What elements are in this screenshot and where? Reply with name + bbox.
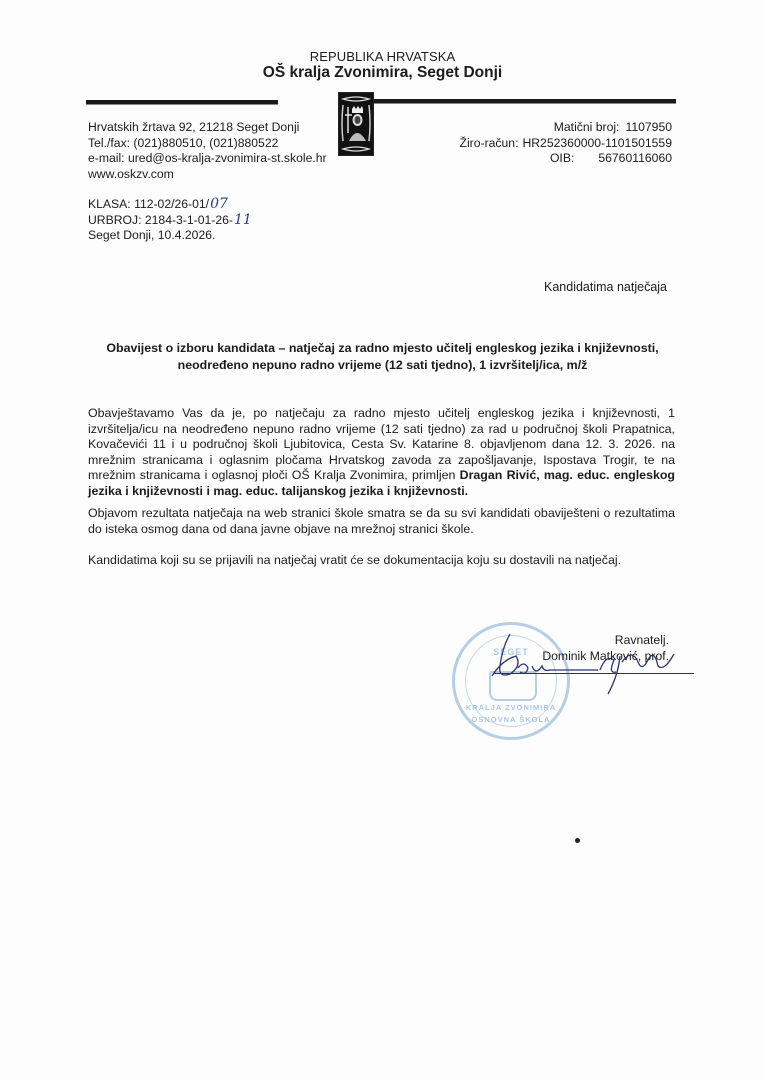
urbroj-text: URBROJ: 2184-3-1-01-26- — [88, 212, 233, 227]
subject-heading — [70, 340, 695, 373]
reference-block — [88, 197, 252, 244]
school-crest-logo — [338, 92, 374, 156]
stamp-bottom-text-2: OSNOVNA ŠKOLA — [471, 715, 551, 724]
contact-block — [88, 120, 327, 182]
address: Hrvatskih žrtava 92, 21218 Seget Donji — [88, 120, 300, 134]
body-paragraph-2: Objavom rezultata natječaja na web stranici škole smatra se da su svi kandidati obaviješteni o rezultatima do isteka osmog dana od dana javne objave na mrežnoj stranici škole. — [88, 506, 675, 536]
identifiers-block — [460, 120, 672, 167]
subject-line-1: Obavijest o izboru kandidata – natječaj za radno mjesto učitelj engleskog jezika i književnosti, — [106, 341, 659, 355]
ziro-row — [460, 136, 672, 152]
oib-row — [460, 151, 672, 167]
header-rule-left — [86, 100, 278, 105]
klasa-text: KLASA: 112-02/26-01/ — [88, 197, 210, 211]
maticni-value: 1107950 — [625, 120, 672, 134]
ziro-value: HR252360000-1101501559 — [522, 135, 672, 150]
maticni-label: Matični broj: — [553, 120, 620, 134]
phone: Tel./fax: (021)880510, (021)880522 — [88, 135, 279, 150]
signatory-name: Dominik Matković, prof. — [542, 649, 669, 663]
website[interactable]: www.oskzv.com — [88, 166, 174, 181]
handwritten-signature-icon — [488, 626, 688, 696]
header-country: REPUBLIKA HRVATSKA — [309, 49, 456, 64]
maticni-row — [460, 120, 672, 136]
email[interactable]: e-mail: ured@os-kralja-zvonimira-st.skole.hr — [88, 151, 327, 165]
addressee: Kandidatima natječaja — [544, 280, 667, 294]
body-paragraph-3: Kandidatima koji su se prijavili na natječaj vratit će se dokumentacija koju su dostavili na natječaj. — [88, 553, 622, 567]
body-p1-bold: Dragan Rivić, mag. educ. engleskog jezika i književnosti i mag. educ. talijanskog jezika i književnosti. — [88, 468, 675, 498]
header-rule-right — [374, 99, 676, 104]
body-paragraph-1 — [88, 406, 675, 499]
urbroj — [88, 213, 252, 229]
scan-speck — [575, 838, 580, 843]
header-school-name: OŠ kralja Zvonimira, Seget Donji — [262, 64, 503, 81]
oib-label: OIB: — [549, 151, 575, 165]
stamp-top-text: SEGET — [493, 647, 529, 657]
oib-value: 56760116060 — [598, 151, 672, 165]
signatory-title: Ravnatelj. — [614, 633, 669, 647]
stamp-bottom-text: KRALJA ZVONIMIRA — [465, 703, 557, 712]
ziro-label: Žiro-račun: — [459, 135, 519, 150]
king-crest-icon — [339, 93, 373, 155]
klasa — [88, 197, 252, 213]
place-date: Seget Donji, 10.4.2026. — [88, 228, 216, 242]
klasa-handwritten: 07 — [210, 196, 228, 212]
body-p1-text: Obavještavamo Vas da je, po natječaju za radno mjesto učitelj engleskog jezika i književnosti, 1 izvršitelja/icu na neodređeno nepuno radno vrijeme (12 sati tjedno) za rad u područnoj školi Prapatnica, Kovačevići 11 i u područnoj školi Ljubitovica, Cesta Sv. Katarine 8. objavljenom dana 12. 3. 2026. na mrežnim stranicama i oglasnim pločama Hrvatskog zavoda za zapošljavanje, Ispostava Trogir, te na mrežnim stranicama i oglasnoj ploči OŠ Kralja Zvonimira, primljen — [88, 406, 675, 482]
urbroj-handwritten: 11 — [233, 211, 252, 228]
subject-line-2: neodređeno nepuno radno vrijeme (12 sati tjedno), 1 izvršitelj/ica, m/ž — [177, 357, 588, 372]
